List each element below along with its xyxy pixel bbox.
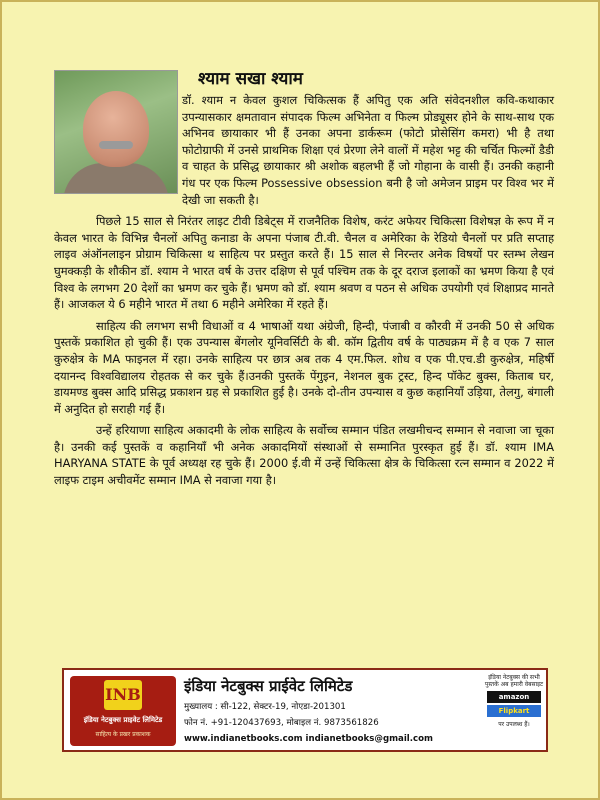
- logo-mark: INB: [104, 680, 142, 710]
- logo-tagline: साहित्य के प्रखर प्रकाशक: [95, 731, 151, 738]
- logo-name: इंडिया नेटबुक्स प्राइवेट लिमिटेड: [83, 716, 163, 724]
- amazon-logo[interactable]: amazon: [487, 691, 541, 703]
- store-note: इंडिया नेटबुक्स की सभी पुस्तकें अब हमारी वेबसाइट: [484, 674, 544, 688]
- publisher-website[interactable]: www.indianetbooks.com indianetbooks@gmail.com: [184, 734, 433, 744]
- publisher-name: इंडिया नेटबुक्स प्राईवेट लिमिटेड: [184, 677, 353, 695]
- publisher-footer: [62, 668, 548, 752]
- publisher-address: मुख्यालय : सी-122, सेक्टर-19, नोएडा-201301: [184, 702, 346, 712]
- bio-paragraph-1: डॉ. श्याम न केवल कुशल चिकित्सक हैं अपितु एक अति संवेदनशील कवि-कथाकार उपन्यासकार क्षमतावान संपादक फिल्म अभिनेता व फिल्म प्रोड्यूसर होने के साथ-साथ एक अभिनव छायाकार भी हैं उनका अपना डार्करूम (फोटो प्रोसेसिंग कमरा) भी है तथा फोटोग्राफी में उनसे प्राथमिक शिक्षा एवं प्रेरणा लेने वालों में महेश भट्ट की चर्चित फिल्मों डैडी व चाहत के प्रसिद्ध छायाकार श्री अशोक बहलभी हैं जो गोहाना के वासी हैं। उनकी कहानी गंध पर एक फिल्म Possessive obsession बनी है जो अमेजन प्राइम पर विश्व भर में देखी जा सकती है।: [182, 93, 554, 207]
- publisher-logo: [70, 676, 176, 746]
- flipkart-logo[interactable]: Flipkart: [487, 705, 541, 717]
- bio-paragraph-2: पिछले 15 साल से निरंतर लाइट टीवी डिबेट्स में राजनैतिक विशेष, करंट अफेयर चिकित्सा विशेषज्ञ के रूप में न केवल भारत के विभिन्न चैनलों अपितु कनाडा के अपना पंजाब टी.वी. चैनल व अमेरिका के रेडियो चैनलों पर प्रति सप्ताह लाइव अंऑनलाइन प्रोग्राम चिकित्सा थ साहित्य पर प्रस्तुत करते हैं। 15 साल से निरन्तर अनेक विषयों पर स्तम्भ लेखन घुमक्कड़ी के शौकीन डॉ. श्याम ने भारत वर्ष के उत्तर दक्षिण से पूर्व पश्चिम तक के दूर दराज इलाकों का भ्रमण किया है एवं विश्व के लगभग 20 देशों का भ्रमण कर चुके हैं। भ्रमण को डॉ. श्याम श्रवण व पठन से अधिक उपयोगी एवं शिक्षाप्रद मानते हैं। आजकल ये 6 महीने भारत में तथा 6 महीने अमेरिका में रहते हैं।: [54, 214, 554, 312]
- publisher-phone: फोन नं. +91-120437693, मोबाइल नं. 9873561826: [184, 718, 379, 728]
- bio-paragraph-3: साहित्य की लगभग सभी विधाओं व 4 भाषाओं यथा अंग्रेजी, हिन्दी, पंजाबी व कौरवी में उनकी 50 से अधिक पुस्तकें प्रकाशित हो चुकी हैं। एक उपन्यास बेंगलोर यूनिवर्सिटी के बी. कॉम द्वितीय वर्ष के पाठ्यक्रम में है व एक 7 साल कुरुक्षेत्र के MA फाइनल में रहा। उनके साहित्य पर छात्र अब तक 4 एम.फिल. शोध व एक पी.एच.डी कुरुक्षेत्र, महिर्षी दयानन्द विश्वविद्यालय रोहतक से कर चुके हैं।उनकी पुस्तकें पेंगुइन, नेशनल बुक ट्रस्ट, हिन्द पॉकेट बुक्स, किताब घर, डायमण्ड बुक्स आदि प्रसिद्ध प्रकाशन ग्रह से प्रकाशित हुई है। उनके दो-तीन उपन्यास व कुछ कहानियाँ उड़िया, तेलगु, बंगाली में अनुदित हो सराही गई हैं।: [54, 318, 554, 416]
- author-name: श्याम सखा श्याम: [198, 69, 303, 89]
- bio-paragraph-4: उन्हें हरियाणा साहित्य अकादमी के लोक साहित्य के सर्वोच्च सम्मान पंडित लखमीचन्द सम्मान से नवाजा जा चूका है। उनकी कई पुस्तकें व कहानियाँ भी अनेक अकादमियों संस्थाओं से सम्मानित पुरस्कृत हुई हैं। डॉ. श्याम IMA HARYANA STATE के पूर्व अध्यक्ष रह चुके हैं। 2000 ई.वी में उन्हें चिकित्सा क्षेत्र के चिकित्सा रत्न सम्मान व 2022 में लाइफ टाइम अचीवमेंट सम्मान IMA से नवाजा गया है।: [54, 423, 554, 488]
- store-availability: [484, 674, 544, 748]
- author-bio: [54, 92, 554, 494]
- store-available-text: पर उपलब्ध हैं।: [498, 721, 530, 728]
- photo-spacer: [54, 92, 182, 200]
